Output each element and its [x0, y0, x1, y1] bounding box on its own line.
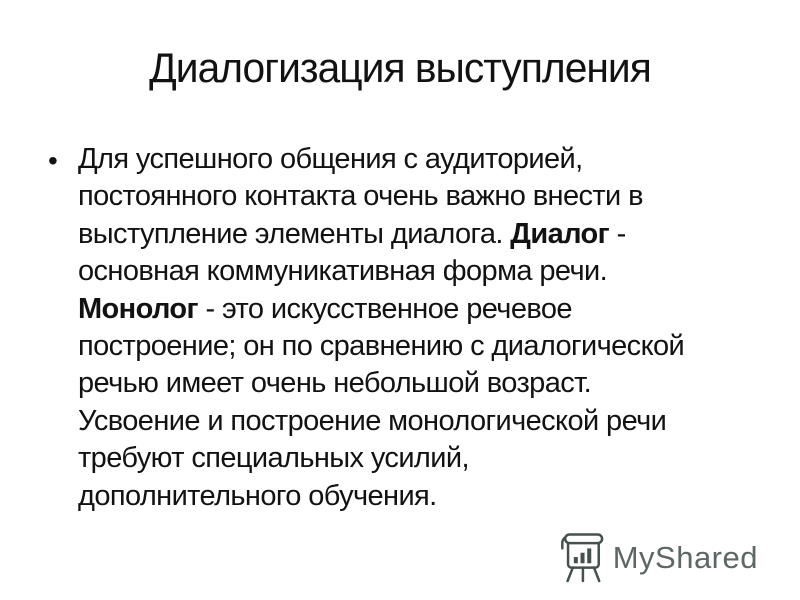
body-line: [78, 440, 750, 477]
body-text-segment: речью имеет очень небольшой возраст.: [78, 367, 592, 400]
body-text: [45, 141, 750, 515]
body-text-segment: требуют специальных усилий,: [78, 442, 469, 475]
bullet-marker: •: [48, 145, 58, 176]
body-text-segment-bold: Диалог: [510, 217, 610, 250]
body-text-segment: постоянного контакта очень важно внести в: [78, 180, 643, 213]
body-text-segment: Усвоение и построение монологической речи: [78, 404, 667, 437]
flipchart-barchart-icon: [558, 532, 604, 584]
body-text-segment: - это искусственное речевое: [198, 292, 572, 325]
body-line: [78, 178, 750, 215]
myshared-watermark: [558, 532, 758, 584]
body-line: [78, 141, 750, 178]
body-text-segment: основная коммуникативная форма речи.: [78, 255, 608, 288]
body-line: [78, 328, 750, 365]
body-text-segment: дополнительного обучения.: [78, 479, 437, 512]
body-text-segment: -: [609, 217, 626, 250]
body-text-segment: построение; он по сравнению с диалогической: [78, 330, 685, 363]
body-line: [78, 291, 750, 328]
body-line: [78, 365, 750, 402]
myshared-brand-text: MyShared: [612, 540, 758, 575]
body-text-segment: выступление элементы диалога.: [78, 217, 511, 250]
slide-title: Диалогизация выступления: [149, 44, 651, 91]
slide-body: [45, 141, 750, 515]
body-text-segment-bold: Монолог: [78, 292, 199, 325]
body-line: [78, 253, 750, 290]
body-text-segment: Для успешного общения с аудиторией,: [78, 143, 583, 175]
body-line: [78, 403, 750, 440]
body-line: [78, 478, 750, 515]
body-line: [78, 216, 750, 253]
